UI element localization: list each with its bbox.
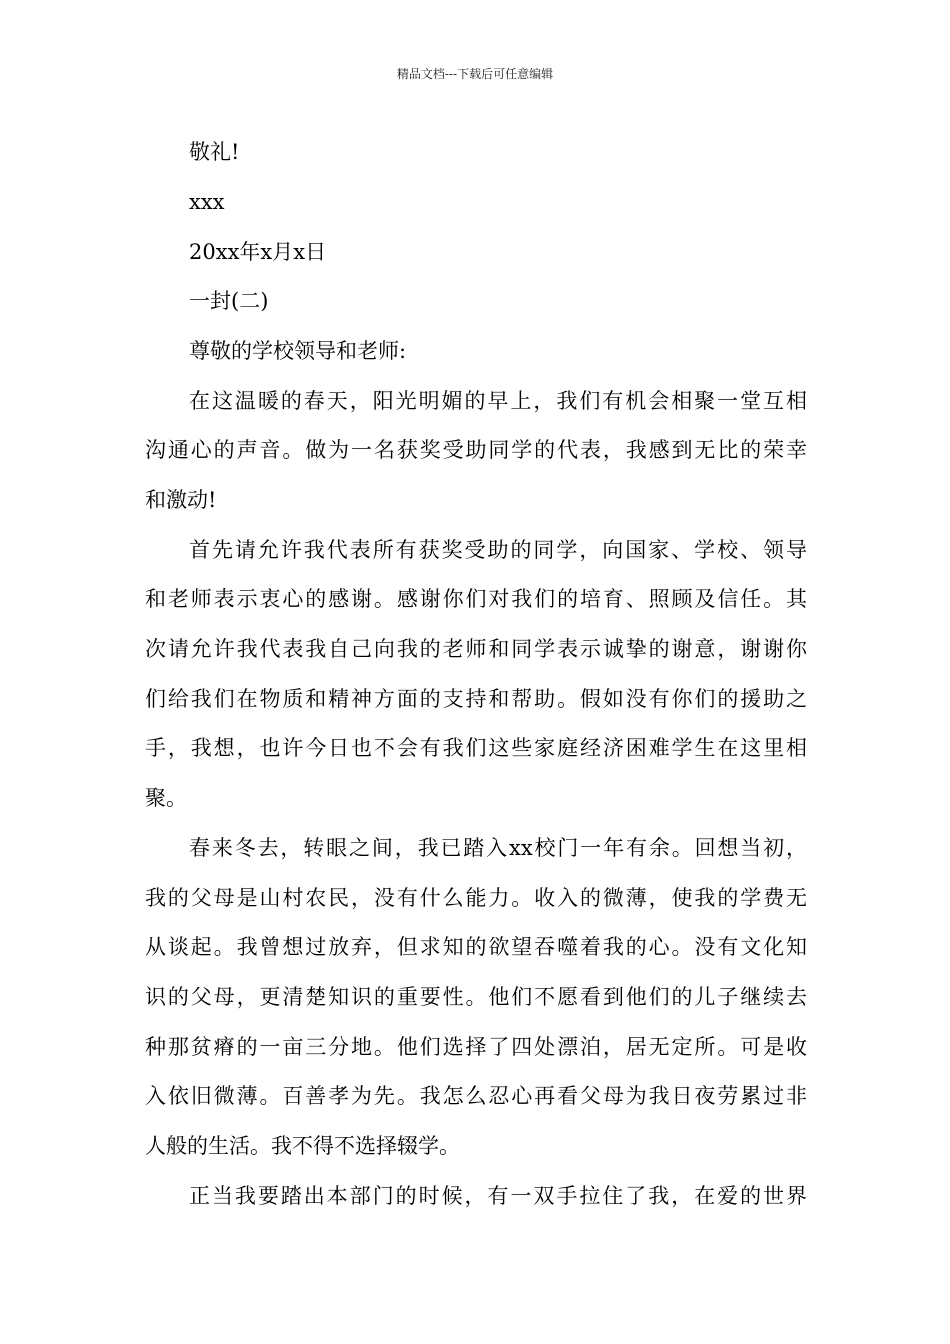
paragraph-line: 我的父母是山村农民，没有什么能力。收入的微薄，使我的学费无 <box>145 886 807 910</box>
paragraph-line: 和老师表示衷心的感谢。感谢你们对我们的培育、照顾及信任。其 <box>145 587 807 611</box>
paragraph-line: 沟通心的声音。做为一名获奖受助同学的代表，我感到无比的荣幸 <box>145 438 807 462</box>
paragraph-line: 们给我们在物质和精神方面的支持和帮助。假如没有你们的援助之 <box>145 687 807 711</box>
signature-name: xxx <box>189 190 225 214</box>
paragraph-line: 识的父母，更清楚知识的重要性。他们不愿看到他们的儿子继续去 <box>145 985 807 1009</box>
paragraph-line: 首先请允许我代表所有获奖受助的同学，向国家、学校、领导 <box>189 538 807 562</box>
paragraph-line: 和激动! <box>145 488 217 512</box>
paragraph-line: 在这温暖的春天，阳光明媚的早上，我们有机会相聚一堂互相 <box>189 389 807 413</box>
paragraph-line: 入依旧微薄。百善孝为先。我怎么忍心再看父母为我日夜劳累过非 <box>145 1084 807 1108</box>
paragraph-line: 从谈起。我曾想过放弃，但求知的欲望吞噬着我的心。没有文化知 <box>145 935 807 959</box>
signature-date: 20xx年x月x日 <box>189 240 327 264</box>
closing-salutation: 敬礼! <box>189 140 240 164</box>
paragraph-line: 聚。 <box>145 786 187 810</box>
paragraph-line: 春来冬去，转眼之间，我已踏入xx校门一年有余。回想当初， <box>189 836 807 860</box>
page-header: 精品文档---下载后可任意编辑 <box>396 67 554 81</box>
paragraph-line: 手，我想，也许今日也不会有我们这些家庭经济困难学生在这里相 <box>145 736 807 760</box>
paragraph-line: 次请允许我代表我自己向我的老师和同学表示诚挚的谢意，谢谢你 <box>145 637 807 661</box>
paragraph-line: 正当我要踏出本部门的时候，有一双手拉住了我，在爱的世界 <box>189 1184 807 1208</box>
paragraph-line: 种那贫瘠的一亩三分地。他们选择了四处漂泊，居无定所。可是收 <box>145 1035 807 1059</box>
letter-greeting: 尊敬的学校领导和老师: <box>189 339 407 363</box>
section-heading: 一封(二) <box>189 289 269 313</box>
paragraph-line: 人般的生活。我不得不选择辍学。 <box>145 1134 460 1158</box>
